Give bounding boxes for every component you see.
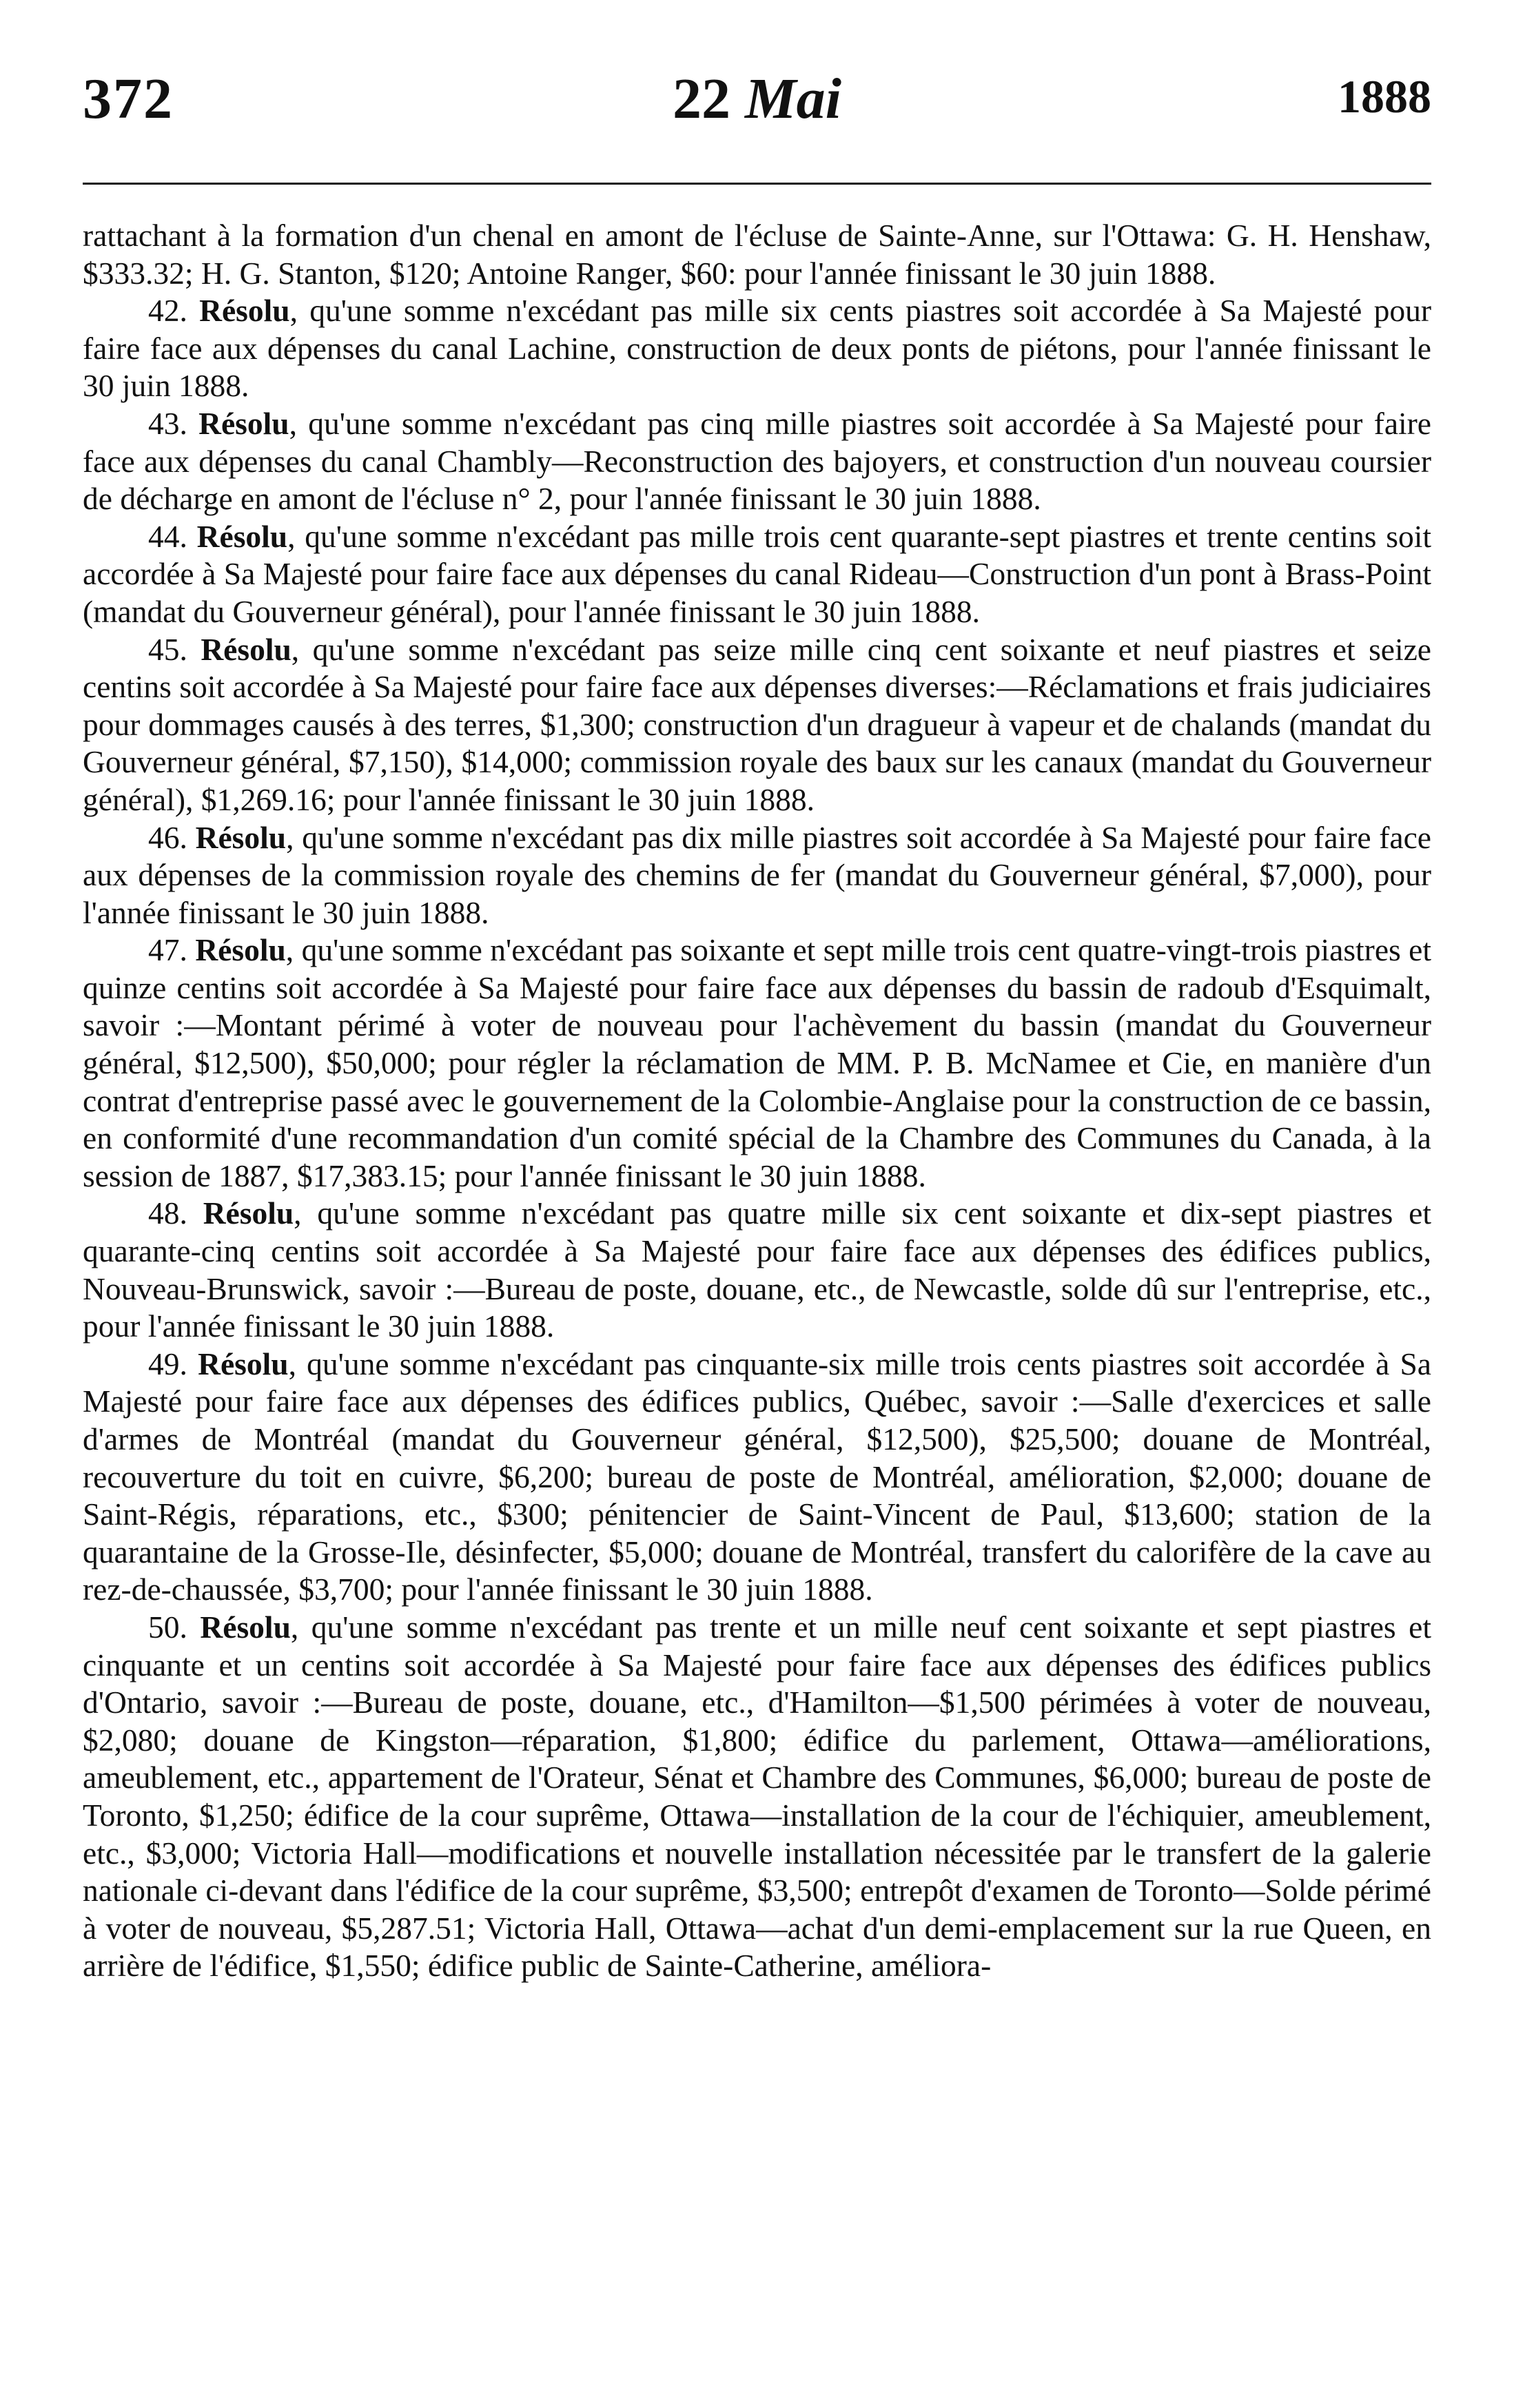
- resolution-lead: Résolu: [198, 1346, 289, 1381]
- paragraph-resolution-45: [83, 631, 1431, 819]
- resolution-number: 44.: [148, 518, 187, 554]
- resolution-number: 42.: [148, 293, 187, 329]
- paragraph-continuation: [83, 217, 1431, 292]
- resolution-number: 49.: [148, 1346, 187, 1381]
- paragraph-text: rattachant à la formation d'un chenal en amont de l'écluse de Sainte-Anne, sur l'Ottawa: G. H. Henshaw, $333.32; H. G. Stanton, $120; Antoine Ranger, $60: pour l'année finissant le 30 juin 1888.: [83, 218, 1431, 291]
- header-year: 1888: [1338, 70, 1431, 123]
- paragraph-text: , qu'une somme n'excédant pas seize mille cinq cent soixante et neuf piastres et seize centins soit accordée à Sa Majesté pour faire face aux dépenses diverses:—Réclamations et frais judiciaires pour dommages causés à des terres, $1,300; construction d'un dragueur à vapeur et de chalands (mandat du Gouverneur général, $7,150), $14,000; commission royale des baux sur les canaux (mandat du Gouverneur général), $1,269.16; pour l'année finissant le 30 juin 1888.: [83, 631, 1431, 817]
- resolution-number: 48.: [148, 1195, 187, 1231]
- paragraph-text: , qu'une somme n'excédant pas dix mille piastres soit accordée à Sa Majesté pour faire face aux dépenses de la commission royale des chemins de fer (mandat du Gouverneur général, $7,000), pour l'année finissant le 30 juin 1888.: [83, 819, 1431, 930]
- resolution-number: 43.: [148, 405, 187, 441]
- paragraph-resolution-49: [83, 1346, 1431, 1609]
- paragraph-resolution-44: [83, 518, 1431, 631]
- paragraph-text: , qu'une somme n'excédant pas quatre mille six cent soixante et dix-sept piastres et quarante-cinq centins soit accordée à Sa Majesté pour faire face aux dépenses des édifices publics, Nouveau-Brunswick, savoir :—Bureau de poste, douane, etc., de Newcastle, solde dû sur l'entreprise, etc., pour l'année finissant le 30 juin 1888.: [83, 1195, 1431, 1344]
- resolution-number: 46.: [148, 819, 187, 855]
- header-date: [83, 65, 1431, 132]
- resolution-lead: Résolu: [198, 405, 289, 441]
- page-body: [83, 217, 1431, 1985]
- resolution-lead: Résolu: [201, 631, 291, 667]
- resolution-lead: Résolu: [203, 1195, 294, 1231]
- resolution-lead: Résolu: [200, 1609, 291, 1645]
- paragraph-resolution-46: [83, 819, 1431, 932]
- header-rule: [83, 183, 1431, 185]
- paragraph-text: , qu'une somme n'excédant pas mille trois cent quarante-sept piastres et trente centins soit accordée à Sa Majesté pour faire face aux dépenses du canal Rideau—Construction d'un pont à Brass-Point (mandat du Gouverneur général), pour l'année finissant le 30 juin 1888.: [83, 518, 1432, 629]
- paragraph-resolution-42: [83, 292, 1431, 405]
- paragraph-text: , qu'une somme n'excédant pas trente et un mille neuf cent soixante et sept piastres et cinquante et un centins soit accordée à Sa Majesté pour faire face aux dépenses des édifices publics d'Ontario, savoir :—Bureau de poste, douane, etc., d'Hamilton—$1,500 périmées à voter de nouveau, $2,080; douane de Kingston—réparation, $1,800; édifice du parlement, Ottawa—améliorations, ameublement, etc., appartement de l'Orateur, Sénat et Chambre des Communes, $6,000; bureau de poste de Toronto, $1,250; édifice de la cour suprême, Ottawa—installation de la cour de l'échiquier, ameublement, etc., $3,000; Victoria Hall—modifications et nouvelle installation nécessitée par le transfert de la galerie nationale ci-devant dans l'édifice de la cour suprême, $3,500; entrepôt d'examen de Toronto—Solde périmé à voter de nouveau, $5,287.51; Victoria Hall, Ottawa—achat d'un demi-emplacement sur la rue Queen, en arrière de l'édifice, $1,550; édifice public de Sainte-Catherine, améliora-: [83, 1609, 1432, 1984]
- paragraph-resolution-50: [83, 1609, 1431, 1985]
- paragraph-resolution-48: [83, 1195, 1431, 1345]
- resolution-number: 50.: [148, 1609, 187, 1645]
- paragraph-resolution-43: [83, 405, 1431, 518]
- resolution-lead: Résolu: [195, 819, 287, 855]
- resolution-number: 45.: [148, 631, 187, 667]
- header-date-month: Mai: [744, 67, 842, 131]
- paragraph-resolution-47: [83, 932, 1431, 1195]
- paragraph-text: , qu'une somme n'excédant pas soixante et sept mille trois cent quatre-vingt-trois piastres et quinze centins soit accordée à Sa Majesté pour faire face aux dépenses du bassin de radoub d'Esquimalt, savoir :—Montant périmé à voter de nouveau pour l'achèvement du bassin (mandat du Gouverneur général, $12,500), $50,000; pour régler la réclamation de MM. P. B. McNamee et Cie, en manière d'un contrat d'entreprise passé avec le gouvernement de la Colombie-Anglaise pour la construction de ce bassin, en conformité d'une recommandation d'un comité spécial de la Chambre des Communes du Canada, à la session de 1887, $17,383.15; pour l'année finissant le 30 juin 1888.: [83, 932, 1432, 1193]
- page-number: 372: [83, 67, 174, 131]
- paragraph-text: , qu'une somme n'excédant pas cinquante-six mille trois cents piastres soit accordée à Sa Majesté pour faire face aux dépenses des édifices publics, Québec, savoir :—Salle d'exercices et salle d'armes de Montréal (mandat du Gouverneur général, $12,500), $25,500; douane de Montréal, recouverture du toit en cuivre, $6,200; bureau de poste de Montréal, amélioration, $2,000; douane de Saint-Régis, réparations, etc., $300; pénitencier de Saint-Vincent de Paul, $13,600; station de la quarantaine de la Grosse-Ile, désinfecter, $5,000; douane de Montréal, transfert du calorifère de la cave au rez-de-chaussée, $3,700; pour l'année finissant le 30 juin 1888.: [83, 1346, 1431, 1607]
- page-header: [83, 65, 1431, 155]
- resolution-lead: Résolu: [199, 293, 290, 329]
- paragraph-text: , qu'une somme n'excédant pas mille six cents piastres soit accordée à Sa Majesté pour faire face aux dépenses du canal Lachine, construction de deux ponts de piétons, pour l'année finissant le 30 juin 1888.: [83, 293, 1432, 404]
- resolution-lead: Résolu: [196, 518, 288, 554]
- paragraph-text: , qu'une somme n'excédant pas cinq mille piastres soit accordée à Sa Majesté pour faire face aux dépenses du canal Chambly—Reconstruction des bajoyers, et construction d'un nouveau coursier de décharge en amont de l'écluse n° 2, pour l'année finissant le 30 juin 1888.: [83, 405, 1431, 517]
- header-date-day: 22: [672, 67, 730, 131]
- resolution-number: 47.: [148, 932, 187, 968]
- resolution-lead: Résolu: [195, 932, 286, 968]
